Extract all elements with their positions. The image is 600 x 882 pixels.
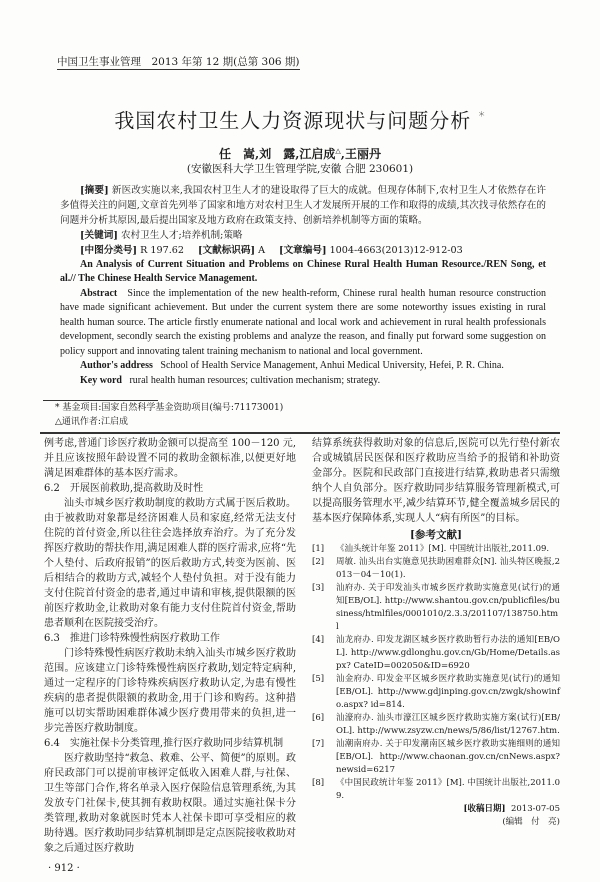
author: 江启成 (299, 146, 336, 161)
reference-number: [2] (312, 557, 325, 568)
reference-item (312, 556, 560, 582)
paragraph: 结算系统获得救助对象的信息后,医院可以先行垫付新农合或城镇居民医保和医疗救助应当给予的报销和补助资金部分。医院和民政部门直接进行结算,救助患者只需缴纳个人自负部分。医疗救助同步结算服务管理新模式,可以提高服务管理水平,减少结算环节,健全覆盖城乡居民的基本医疗保障体系,实现人人“病有所医”的目标。 (312, 438, 560, 525)
reference-number: [4] (312, 635, 325, 646)
footnote-corresponding: △通讯作者:江启成 (55, 417, 128, 428)
editor: (编辑 付 亮) (502, 817, 560, 828)
title-text: 我国农村卫生人力资源现状与问题分析 (114, 108, 472, 133)
english-abstract-label: Abstract (80, 287, 118, 299)
reference-item (312, 543, 560, 556)
english-abstract-text: Since the implementation of the new health-reform, Chinese rural health human resource construction have made significant achievement. But under the current system there are some noteworthy issues existing in rural health human source. The article firstly enumerate national and local work and achievement in rural health professionals development, secondly search the existing problems and analyze the reason, and finally put forward some suggestion on policy support and innovating talent training mechanism to national and local government. (60, 287, 546, 357)
reference-text: 汕金府办. 印发金平区城乡医疗救助实施意见(试行)的通知[EB/OL]. http://www.gdjinping.gov.cn/zwgk/showinfo.aspx? id=814. (336, 674, 560, 711)
abstract-label: [摘要] (80, 184, 109, 196)
english-abstract (60, 258, 546, 389)
page-number: · 912 · (48, 863, 80, 875)
title-footnote-mark: * (478, 109, 486, 123)
english-keyword-label: Key word (80, 374, 122, 386)
body-columns (0, 436, 600, 856)
doc-code-label: [文献标识码] (197, 244, 256, 256)
reference-number: [3] (312, 583, 325, 594)
abstract-text: 新医改实施以来,我国农村卫生人才的建设取得了巨大的成就。但现存体制下,农村卫生人才依然存在许多值得关注的问题,文章首先列举了国家和地方对农村卫生人才发展所开展的工作和取得的成绩,其次找寻依然存在的问题并分析其原因,最后提出国家及地方政府在政策支持、创新培养机制等方面的策略。 (60, 184, 546, 226)
reference-item (312, 712, 560, 738)
footnote-funding: * 基金项目:国家自然科学基金资助项目(编号:71173001) (55, 403, 284, 414)
clc-label: [中图分类号] (80, 244, 138, 256)
english-keyword-text: rural health human resources; cultivation mechanism; strategy. (129, 374, 381, 386)
reference-text: 《汕头统计年鉴 2011》[M]. 中国统计出版社,2011.09. (336, 544, 550, 555)
keywords-label: [关键词] (80, 229, 118, 241)
section-heading: 6.3 推进门诊特殊慢性病医疗救助工作 (44, 633, 220, 645)
reference-item (312, 777, 560, 803)
paragraph: 门诊特殊慢性病医疗救助未纳入汕头市城乡医疗救助范围。应该建立门诊特殊慢性病医疗救助,划定特定病种,通过一定程序的门诊特殊疾病医疗救助认定,为患有慢性疾病的患者提供限额的救助金,用于门诊和购药。这种措施可以切实帮助困难群体减少医疗费用带来的负担,进一步完善医疗救助制度。 (44, 648, 296, 735)
author: 任 嵩, (219, 146, 260, 161)
article-no-value: 1004-4663(2013)12-912-03 (329, 244, 463, 256)
reference-number: [6] (312, 713, 325, 724)
article-no-label: [文章编号] (279, 244, 327, 256)
paragraph: 医疗救助坚持“救急、救难、公平、简便”的原则。政府民政部门可以提前审核评定低收入困难人群,与社保、卫生等部门合作,将名单录入医疗保险信息管理系统,为其发放专门社保卡,使其拥有救助权限。通过实施社保卡分类管理,救助对象就医时凭本人社保卡即可享受相应的救助待遇。医疗救助同步结算机制即是定点医院接收救助对象之后通过医疗救助 (44, 753, 296, 855)
reference-number: [7] (312, 739, 325, 750)
reference-text: 周敏. 汕头出台实施意见扶助困难群众[N]. 汕头特区晚报,2013－04－10(1). (336, 557, 560, 581)
corresponding-mark: △ (335, 145, 341, 155)
reference-text: 汕府办. 关于印发汕头市城乡医疗救助实施意见(试行)的通知[EB/OL]. http://www.shantou.gov.cn/publicfiles/business/htmlfiles/0001010/2.3.3/201107/138750.html (336, 583, 560, 633)
english-title: An Analysis of Current Situation and Problems on Chinese Rural Health Human Resource./REN Song, et al.// The Chinese Health Service Management. (60, 258, 546, 285)
reference-text: 汕潮南府办. 关于印发潮南区城乡医疗救助实施细则的通知[EB/OL]. http://www.chaonan.gov.cn/cnNews.aspx? newsid=6217 (336, 739, 560, 776)
reference-number: [5] (312, 674, 325, 685)
doc-code-value: A (258, 244, 266, 256)
received-value: 2013-07-05 (510, 804, 560, 815)
received-date (312, 803, 560, 816)
keywords-text: 农村卫生人才;培养机制;策略 (120, 229, 243, 241)
reference-number: [8] (312, 778, 325, 789)
reference-item (312, 738, 560, 777)
running-header: 中国卫生事业管理 2013 年第 12 期(总第 306 期) (57, 56, 300, 68)
paragraph: 例考虑,普通门诊医疗救助金额可以提高至 100－120 元,并且应该按照年龄设置不同的救助金额标准,以便更好地满足困难群体的基本医疗需求。 (44, 438, 296, 480)
references-heading: [参考文献] (410, 529, 462, 542)
author: ,王丽丹 (340, 146, 381, 161)
article-title (0, 104, 600, 133)
received-label: [收稿日期] (463, 804, 506, 815)
reference-item (312, 634, 560, 673)
paragraph: 汕头市城乡医疗救助制度的救助方式属于医后救助。由于被救助对象都是经济困难人员和家庭,经常无法支付住院的首付资金,所以往往会选择放弃治疗。为了充分发挥医疗救助的帮扶作用,满足困难人群的医疗需求,应将“先个人垫付、后政府报销”的医后救助方式,转变为医前、医后相结合的救助方式,减轻个人垫付负担。对于没有能力支付住院首付资金的患者,通过申请和审核,提供限额的医前医疗救助金,让救助对象有能力支付住院首付资金,帮助患者顺利在医院接受治疗。 (44, 498, 296, 630)
authors (0, 143, 600, 162)
footnotes (55, 401, 600, 429)
reference-item (312, 582, 560, 634)
reference-item (312, 673, 560, 712)
reference-text: 汕濠府办. 汕头市濠江区城乡医疗救助实施方案(试行)[EB/OL]. http://www.zsyzw.cn/news/5/86/list/12767.htm. (336, 713, 560, 737)
reference-text: 《中国民政统计年鉴 2011》[M]. 中国统计出版社,2011.09. (336, 778, 560, 802)
right-column (312, 436, 560, 856)
address-label: Author's address (80, 360, 153, 372)
section-heading: 6.4 实施社保卡分类管理,推行医疗救助同步结算机制 (44, 738, 284, 750)
references (312, 528, 560, 829)
section-heading: 6.2 开展医前救助,提高救助及时性 (44, 483, 204, 495)
clc-value: R 197.62 (140, 244, 184, 256)
reference-text: 汕龙府办. 印发龙湖区城乡医疗救助暂行办法的通知[EB/OL]. http://www.gdlonghu.gov.cn/Gb/Home/Details.aspx? CateID=002050&ID=6920 (336, 635, 560, 672)
affiliation: (安徽医科大学卫生管理学院,安徽 合肥 230601) (186, 162, 414, 175)
chinese-abstract (60, 183, 546, 258)
section-divider (40, 432, 560, 434)
left-column (44, 436, 296, 856)
author: 刘 露, (259, 146, 300, 161)
address-text: School of Health Service Management, Anhui Medical University, Hefei, P. R. China. (160, 360, 504, 372)
reference-number: [1] (312, 544, 325, 555)
